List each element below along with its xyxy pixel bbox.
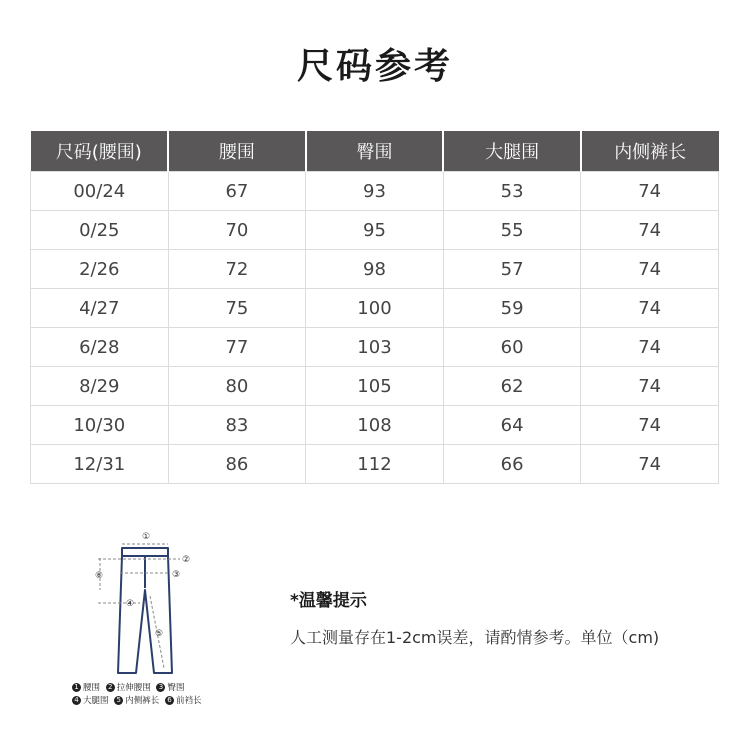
cell-size: 4/27 (31, 289, 169, 328)
marker-front-rise: ⑥ (95, 571, 104, 581)
header-inseam: 内侧裤长 (581, 131, 719, 172)
header-hip: 臀围 (306, 131, 444, 172)
table-row (31, 445, 719, 484)
page-title: 尺码参考 (296, 46, 453, 87)
waistband-shape (122, 548, 168, 556)
cell-thigh: 55 (443, 211, 581, 250)
cell-inseam: 74 (581, 211, 719, 250)
note-title: *温馨提示 (290, 591, 367, 611)
cell-size: 0/25 (31, 211, 169, 250)
cell-waist: 75 (168, 289, 306, 328)
cell-waist: 80 (168, 367, 306, 406)
cell-inseam: 74 (581, 172, 719, 211)
table-header-row (31, 131, 719, 172)
legend-item-waist (72, 682, 100, 695)
cell-waist: 83 (168, 406, 306, 445)
legend-row (72, 682, 204, 695)
cell-inseam: 74 (581, 289, 719, 328)
table-row (31, 172, 719, 211)
legend-label: 臀围 (167, 683, 185, 693)
table-row (31, 406, 719, 445)
cell-thigh: 60 (443, 328, 581, 367)
table-row (31, 211, 719, 250)
cell-thigh: 57 (443, 250, 581, 289)
legend-number: 5 (114, 696, 123, 705)
legend-label: 拉伸腰围 (116, 683, 151, 693)
legend-item-inseam (114, 695, 159, 708)
cell-waist: 77 (168, 328, 306, 367)
cell-waist: 72 (168, 250, 306, 289)
legend-label: 内侧裤长 (125, 696, 160, 706)
cell-size: 6/28 (31, 328, 169, 367)
legend-label: 前裆长 (175, 696, 202, 706)
legend-item-stretch-waist (106, 682, 151, 695)
cell-thigh: 66 (443, 445, 581, 484)
legend-number: 3 (156, 683, 165, 692)
cell-hip: 93 (306, 172, 444, 211)
diagram-legend (72, 682, 204, 708)
cell-inseam: 74 (581, 250, 719, 289)
size-chart-table (30, 131, 719, 484)
marker-thigh: ④ (126, 599, 135, 609)
marker-hip: ③ (172, 570, 181, 580)
legend-item-thigh (72, 695, 109, 708)
cell-waist: 67 (168, 172, 306, 211)
legend-row (72, 695, 204, 708)
cell-inseam: 74 (581, 367, 719, 406)
legend-number: 6 (165, 696, 174, 705)
cell-size: 8/29 (31, 367, 169, 406)
legend-number: 1 (72, 683, 81, 692)
table-row (31, 250, 719, 289)
cell-thigh: 59 (443, 289, 581, 328)
cell-thigh: 64 (443, 406, 581, 445)
cell-size: 12/31 (31, 445, 169, 484)
legend-number: 4 (72, 696, 81, 705)
header-waist: 腰围 (168, 131, 306, 172)
legend-label: 大腿围 (83, 696, 109, 706)
legend-item-hip (156, 682, 184, 695)
pants-icon (70, 528, 230, 678)
cell-inseam: 74 (581, 445, 719, 484)
cell-hip: 105 (306, 367, 444, 406)
cell-size: 00/24 (31, 172, 169, 211)
cell-hip: 103 (306, 328, 444, 367)
cell-thigh: 62 (443, 367, 581, 406)
cell-hip: 98 (306, 250, 444, 289)
legend-label: 腰围 (83, 683, 101, 693)
table-row (31, 328, 719, 367)
cell-hip: 100 (306, 289, 444, 328)
marker-inseam: ⑤ (155, 629, 164, 639)
header-size: 尺码(腰围) (31, 131, 169, 172)
marker-stretch-waist: ② (182, 555, 191, 565)
legend-item-front-rise (165, 695, 202, 708)
cell-inseam: 74 (581, 406, 719, 445)
cell-hip: 112 (306, 445, 444, 484)
cell-waist: 86 (168, 445, 306, 484)
cell-hip: 95 (306, 211, 444, 250)
header-thigh: 大腿围 (443, 131, 581, 172)
cell-hip: 108 (306, 406, 444, 445)
cell-waist: 70 (168, 211, 306, 250)
cell-inseam: 74 (581, 328, 719, 367)
cell-size: 10/30 (31, 406, 169, 445)
cell-size: 2/26 (31, 250, 169, 289)
legend-number: 2 (106, 683, 115, 692)
table-row (31, 289, 719, 328)
marker-waist: ① (142, 532, 151, 542)
note-text: 人工测量存在1-2cm误差，请酌情参考。单位（cm) (290, 628, 660, 647)
cell-thigh: 53 (443, 172, 581, 211)
table-row (31, 367, 719, 406)
